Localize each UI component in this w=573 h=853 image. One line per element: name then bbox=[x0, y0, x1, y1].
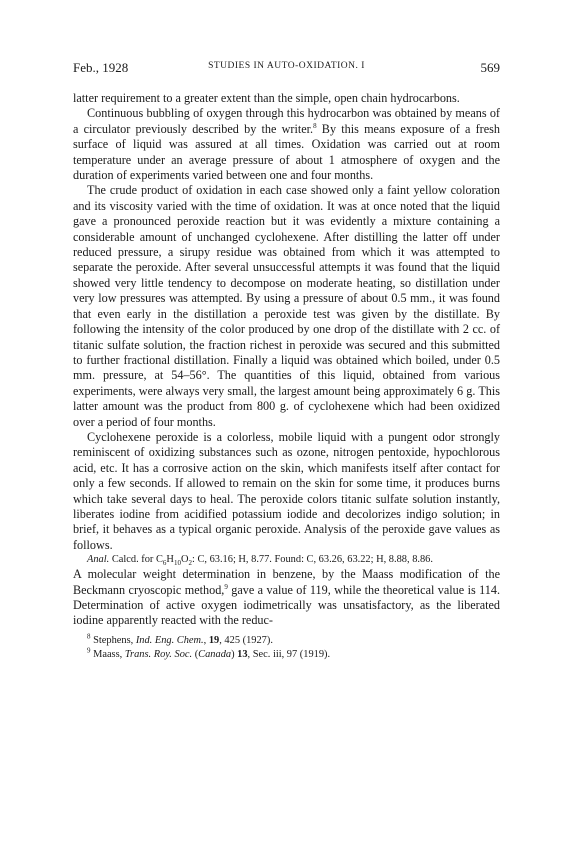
paragraph-peroxide-properties: Cyclohexene peroxide is a colorless, mobile liquid with a pungent odor strongly reminiscent of oxidizing substances such as ozone, nitrogen pentoxide, hypochlorous acid, etc. It has a corrosive action on the skin, which manifests itself after contact for only a few seconds. If allowed to remain on the skin for some time, it produces burns which take several days to heal. The peroxide colors titanic sulfate solution instantly, liberates iodine from acidified potassium iodide and decolorizes indigo solution; in brief, it behaves as a typical organic peroxide. Analysis of the peroxide gave values as follows. bbox=[73, 429, 500, 552]
paragraph-molecular-weight bbox=[73, 567, 500, 629]
elemental-analysis: Anal. Calcd. for $C_6H_{10}O_2$: C, 63.16; H, 8.77. Found: C, 63.26, 63.22; H, 8.88, 8.86. bbox=[87, 554, 433, 568]
footnote-ref-8: 8 bbox=[313, 121, 317, 130]
analysis-text: Calcd. for C bbox=[111, 554, 163, 566]
header-date: Feb., 1928 bbox=[73, 60, 129, 75]
footnote-9: $^9$ Maass, Trans. Roy. Soc. (Canada) 13, Sec. iii, 97 (1919). bbox=[87, 646, 331, 660]
footnote-ref-9: 9 bbox=[224, 582, 228, 591]
article-body bbox=[73, 91, 500, 661]
paragraph-text: By this means exposure of a fresh surface of liquid was assured at all times. Oxidation was carried out at room temperature under an average pressure of about 1 atmosphere of oxygen and the duration of experiments varied between one and four months. bbox=[73, 121, 500, 183]
paragraph-crude-product: The crude product of oxidation in each case showed only a faint yellow coloration and its viscosity varied with the time of oxidation. It was at once noted that the liquid gave a pronounced peroxide reaction but it was evidently a mixture containing a considerable amount of unchanged cyclohexene. After distilling the latter off under reduced pressure, a sirupy residue was obtained from which it was attempted to separate the peroxide. After several unsuccessful attempts it was found that the liquid showed very little tendency to decompose on moderate heating, so distillation under very low pressures was attempted. By using a pressure of about 0.5 mm., it was found that even early in the distillation a peroxide test was given by the distillate. By following the intensity of the color produced by one drop of the distillate with 2 cc. of titanic sulfate solution, the fraction richest in peroxide was secured and this submitted to further fractional distillation. Finally a liquid was obtained which boiled, under 0.5 mm. pressure, at 54–56°. The quantities of this liquid, obtained from various experiments, were always very small, the largest amount being approximately 6 g. This latter amount was the product from 800 g. of cyclohexene which had been oxidized over a period of four months. bbox=[73, 183, 500, 429]
analysis-values: : C, 63.16; H, 8.77. Found: C, 63.26, 63.22; H, 8.88, 8.86. bbox=[191, 554, 433, 566]
paragraph-continuation: latter requirement to a greater extent than the simple, open chain hydrocarbons. bbox=[73, 91, 460, 105]
footnote-8: $^8$ Stephens, Ind. Eng. Chem., 19, 425 (1927). bbox=[87, 632, 273, 646]
running-header bbox=[73, 60, 500, 76]
analysis-label: Anal. bbox=[87, 554, 110, 566]
header-running-title: STUDIES IN AUTO-OXIDATION. I bbox=[208, 61, 365, 71]
paragraph-text: A molecular weight determination in benzene, by the Maass modification of the Beckmann cryoscopic method, bbox=[73, 567, 500, 597]
header-page-number: 569 bbox=[480, 60, 500, 75]
paragraph-text: gave a value of 119, while the theoretical value is 114. Determination of active oxygen iodimetrically was unsatisfactory, as the liberated iodine apparently reacted with the reduc- bbox=[73, 582, 500, 628]
paragraph-text: Continuous bubbling of oxygen through this hydrocarbon was obtained by means of a circulator previously described by the writer. bbox=[73, 106, 500, 136]
paragraph-oxygen-bubbling bbox=[73, 106, 500, 183]
